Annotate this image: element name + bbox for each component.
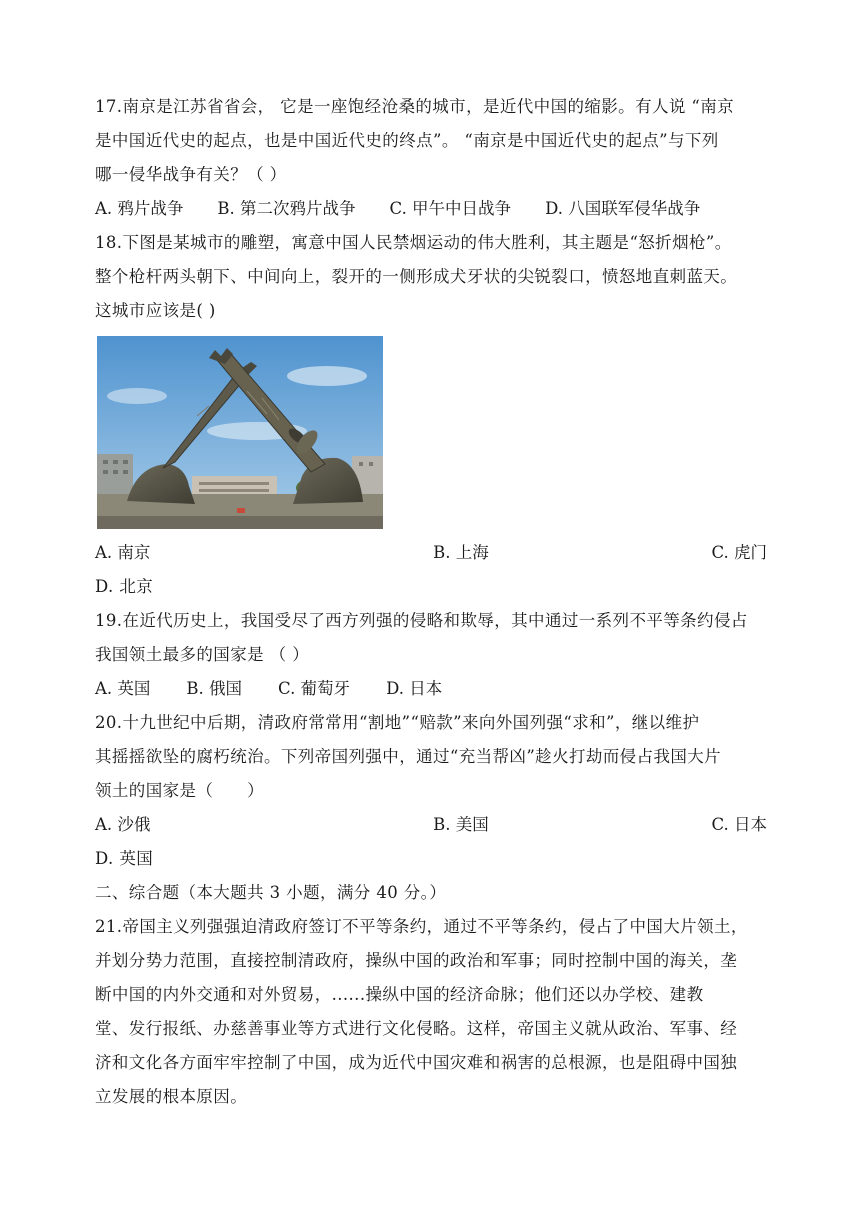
question-text-line: 17.南京是江苏省省会， 它是一座饱经沧桑的城市，是近代中国的缩影。有人说 “南京	[95, 97, 735, 116]
option-a: A. 鸦片战争	[95, 199, 184, 218]
answer-options	[95, 672, 767, 706]
question-text-line: 并划分势力范围，直接控制清政府，操纵中国的政治和军事；同时控制中国的海关，垄	[95, 951, 738, 970]
question-text-line: 19.在近代历史上，我国受尽了西方列强的侵略和欺辱，其中通过一系列不平等条约侵占	[95, 611, 748, 630]
question-21	[95, 910, 767, 1114]
question-text-line: 堂、发行报纸、办慈善事业等方式进行文化侵略。这样，帝国主义就从政治、军事、经	[95, 1019, 738, 1038]
question-19	[95, 604, 767, 706]
option-b: B. 美国	[433, 815, 489, 834]
broken-opium-pipe-sculpture-image	[97, 336, 383, 529]
option-d: D. 英国	[95, 849, 154, 868]
option-a: A. 南京	[95, 543, 151, 562]
question-text-line: 20.十九世纪中后期，清政府常常用“割地”“赔款”来向外国列强“求和”，继以维护	[95, 713, 700, 732]
question-text-line: 哪一侵华战争有关？（ ）	[95, 165, 287, 184]
question-text-line: 这城市应该是( )	[95, 301, 216, 320]
question-17	[95, 90, 767, 226]
section-heading: 二、综合题（本大题共 3 小题，满分 40 分。）	[95, 883, 447, 902]
question-18	[95, 226, 767, 604]
question-text-line: 整个枪杆两头朝下、中间向上，裂开的一侧形成犬牙状的尖锐裂口，愤怒地直刺蓝天。	[95, 267, 738, 286]
question-text-line: 断中国的内外交通和对外贸易，......操纵中国的经济命脉；他们还以办学校、建教	[95, 985, 704, 1004]
question-text-line: 济和文化各方面牢牢控制了中国，成为近代中国灾难和祸害的总根源，也是阻碍中国独	[95, 1053, 738, 1072]
question-text-line: 18.下图是某城市的雕塑，寓意中国人民禁烟运动的伟大胜利，其主题是“怒折烟枪”。	[95, 233, 732, 252]
sculpture-photo	[97, 336, 383, 529]
option-c: C. 葡萄牙	[278, 679, 351, 698]
question-text-line: 21.帝国主义列强强迫清政府签订不平等条约，通过不平等条约，侵占了中国大片领土，	[95, 917, 748, 936]
option-c: C. 甲午中日战争	[389, 199, 512, 218]
question-20	[95, 706, 767, 876]
question-text-line: 立发展的根本原因。	[95, 1087, 248, 1106]
option-c: C. 日本	[711, 815, 767, 834]
question-text-line: 是中国近代史的起点，也是中国近代史的终点”。 “南京是中国近代史的起点”与下列	[95, 131, 719, 150]
question-text-line: 其摇摇欲坠的腐朽统治。下列帝国列强中，通过“充当帮凶”趁火打劫而侵占我国大片	[95, 747, 722, 766]
answer-options	[95, 536, 767, 570]
option-d: D. 日本	[386, 679, 443, 698]
option-c: C. 虎门	[711, 543, 767, 562]
option-b: B. 上海	[433, 543, 489, 562]
question-text-line: 领土的国家是（ ）	[95, 781, 264, 800]
answer-options	[95, 808, 767, 842]
question-text-line: 我国领土最多的国家是 （ ）	[95, 645, 310, 664]
option-d: D. 八国联军侵华战争	[545, 199, 701, 218]
option-a: A. 沙俄	[95, 815, 151, 834]
option-b: B. 俄国	[186, 679, 243, 698]
answer-options	[95, 192, 767, 226]
option-b: B. 第二次鸦片战争	[217, 199, 356, 218]
option-d: D. 北京	[95, 577, 154, 596]
exam-page	[95, 90, 767, 1114]
option-a: A. 英国	[95, 679, 151, 698]
